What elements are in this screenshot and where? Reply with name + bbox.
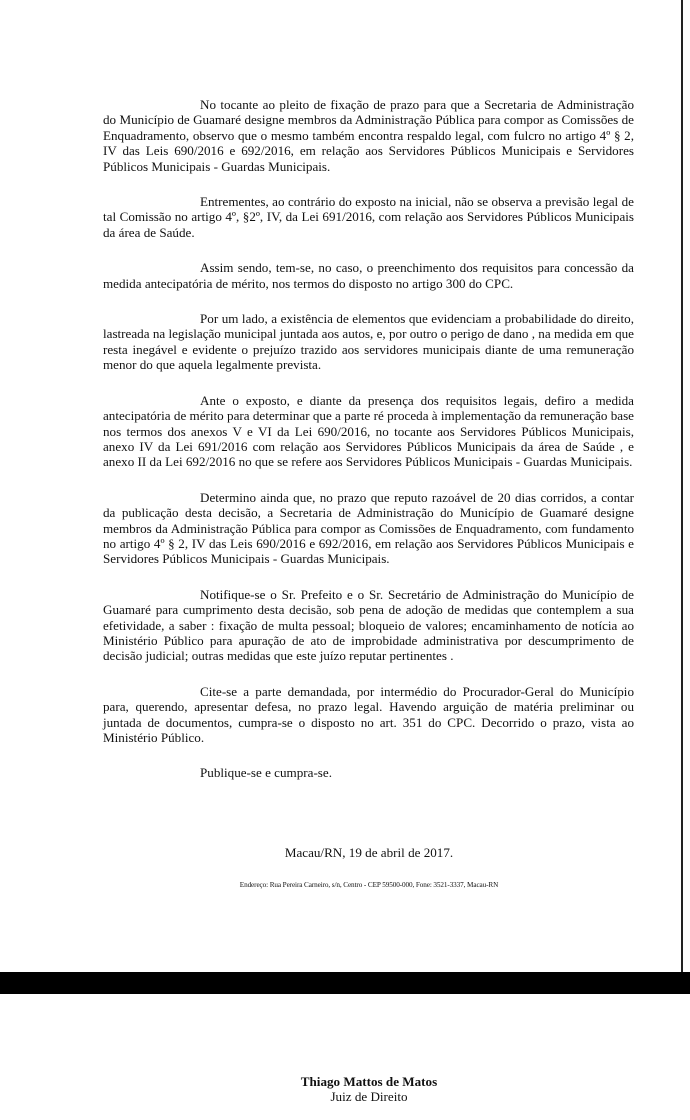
paragraph-notificacao: Notifique-se o Sr. Prefeito e o Sr. Secretário de Administração do Município de Guamaré para cumprimento desta decisão, sob pena de adoção de medidas que contemplem a sua efetividade, a saber : fixação de multa pessoal; bloqueio de valores; encaminhamento de notícia ao Ministério Público para apuração de ato de improbidade administrativa por descumprimento de decisão judicial; outras medidas que este juízo reputar pertinentes . [103, 586, 634, 664]
paragraph-lei-691: Entrementes, ao contrário do exposto na inicial, não se observa a previsão legal de tal Comissão no artigo 4º, §2º, IV, da Lei 691/2016, com relação aos Servidores Públicos Municipais da área de Saúde. [103, 194, 634, 240]
paragraph-comissoes-enquadramento: No tocante ao pleito de fixação de prazo para que a Secretaria de Administração do Município de Guamaré designe membros da Administração Pública para compor as Comissões de Enquadramento, observo que o mesmo também encontra respaldo legal, com fulcro no artigo 4º § 2, IV das Leis 690/2016 e 692/2016, em relação aos Servidores Públicos Municipais e Servidores Públicos Municipais - Guardas Municipais. [103, 97, 634, 174]
signer-title: Juiz de Direito [330, 1089, 408, 1104]
footer-address: Endereço: Rua Pereira Carneiro, s/n, Centro - CEP 59500-000, Fone: 3521-3337, Macau-RN [239, 881, 499, 889]
paragraph-publique: Publique-se e cumpra-se. [200, 765, 332, 781]
signature-block [0, 1074, 690, 1104]
page-separator [0, 972, 690, 994]
paragraph-citacao: Cite-se a parte demandada, por intermédio do Procurador-Geral do Município para, querendo, apresentar defesa, no prazo legal. Havendo arguição de matéria preliminar ou juntada de documentos, cumpra-se o disposto no art. 351 do CPC. Decorrido o prazo, vista ao Ministério Público. [103, 683, 634, 745]
paragraph-probabilidade-direito: Por um lado, a existência de elementos que evidenciam a probabilidade do direito, lastreada na legislação municipal juntada aos autos, e, por outro o perigo de dano , na medida em que resta inegável e evidente o prejuízo trazido aos servidores municipais diante de uma remuneração menor do que aquela legalmente prevista. [103, 311, 634, 373]
paragraph-requisitos: Assim sendo, tem-se, no caso, o preenchimento dos requisitos para concessão da medida antecipatória de mérito, nos termos do disposto no artigo 300 do CPC. [103, 260, 634, 291]
signer-name: Thiago Mattos de Matos [300, 1074, 438, 1089]
paragraph-deferimento: Ante o exposto, e diante da presença dos requisitos legais, defiro a medida antecipatória de mérito para determinar que a parte ré proceda à implementação da remuneração base nos termos dos anexos V e VI da Lei 690/2016, no tocante aos Servidores Públicos Municipais, anexo IV da Lei 691/2016 com relação aos Servidores Públicos Municipais da área de Saúde , e anexo II da Lei 692/2016 no que se refere aos Servidores Públicos Municipais - Guardas Municipais. [103, 392, 634, 470]
decision-body [103, 97, 634, 801]
paragraph-prazo: Determino ainda que, no prazo que reputo razoável de 20 dias corridos, a contar da publicação desta decisão, a Secretaria de Administração do Município de Guamaré designe membros da Administração Pública para compor as Comissões de Enquadramento, com fundamento no artigo 4º § 2, IV das Leis 690/2016 e 692/2016, em relação aos Servidores Públicos Municipais e Servidores Públicos Municipais - Guardas Municipais. [103, 489, 634, 567]
date-line: Macau/RN, 19 de abril de 2017. [284, 845, 454, 860]
